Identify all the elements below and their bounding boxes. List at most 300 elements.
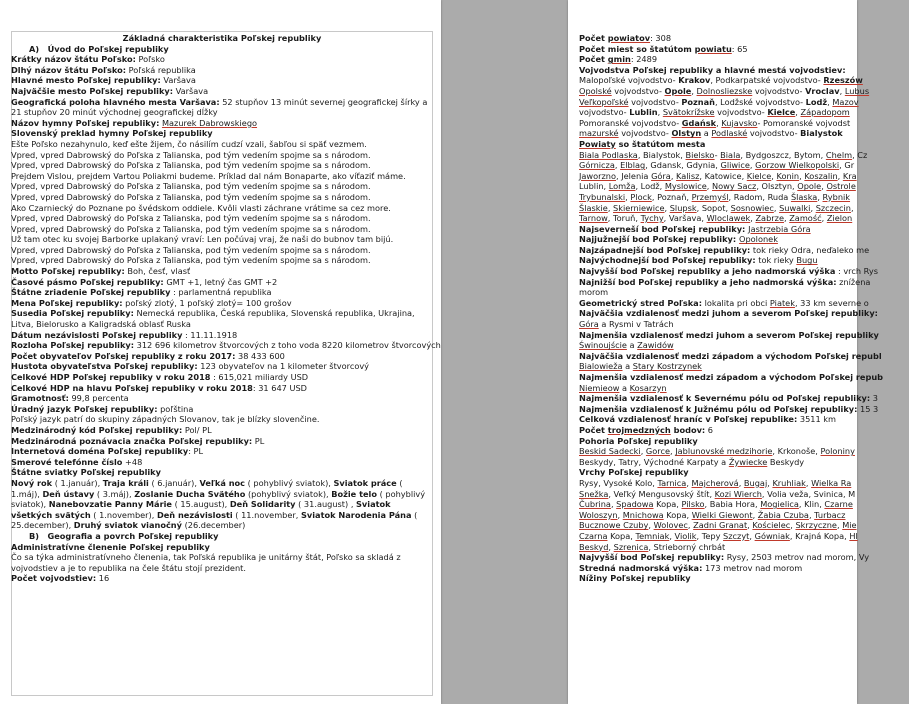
text-line bbox=[579, 467, 909, 478]
fact-line bbox=[11, 340, 441, 351]
text-segment: Lublin bbox=[629, 107, 658, 118]
text-segment: , Lodžské vojvodstvo- bbox=[714, 96, 806, 107]
text-segment: Powiaty bbox=[579, 138, 616, 149]
holiday-date: ( 6.január), bbox=[148, 477, 200, 488]
text-line bbox=[579, 404, 909, 415]
text-segment: , bbox=[837, 170, 843, 181]
fact-line bbox=[11, 457, 433, 468]
text-segment: Pohoria Poľskej republiky bbox=[579, 435, 698, 446]
text-segment: 173 metrov nad morom bbox=[702, 562, 803, 573]
text-segment: , Babia Hora, bbox=[704, 499, 761, 510]
document-title: Základná charakteristika Poľskej republiky bbox=[122, 33, 322, 43]
text-segment: Kielce bbox=[767, 107, 796, 118]
fact-line bbox=[11, 372, 433, 383]
fact-label: Krátky názov štátu Poľsko: bbox=[11, 54, 136, 65]
fact-label: Dátum nezávislosti Poľskej republiky bbox=[11, 329, 183, 340]
text-segment: Mie bbox=[842, 520, 857, 531]
holiday-name: Veľká noc bbox=[199, 477, 246, 488]
text-segment: Západopom bbox=[800, 107, 850, 118]
text-segment: Opole bbox=[797, 181, 822, 192]
holiday-date: ( 31.august) , bbox=[295, 499, 357, 510]
holiday-name: Sviatok všetkých svätých bbox=[11, 499, 391, 520]
text-segment: , Toruň, bbox=[607, 213, 641, 224]
text-segment: , bbox=[691, 85, 697, 96]
text-segment: Szczecin bbox=[815, 202, 851, 213]
text-line bbox=[579, 340, 909, 351]
holiday-date: ( 1.máj), bbox=[11, 477, 403, 499]
text-segment: Szrenica bbox=[613, 541, 649, 552]
text-segment: znížena bbox=[836, 276, 871, 287]
text-line bbox=[579, 181, 909, 192]
text-segment: Sosnowiec bbox=[730, 202, 774, 213]
text-segment: Malopoľské vojvodstvo- bbox=[579, 75, 679, 86]
fact-line bbox=[11, 393, 433, 404]
holiday-date: (pohyblivý sviatok), bbox=[245, 488, 332, 499]
text-segment: , bbox=[752, 509, 758, 520]
text-segment: , Jelenia bbox=[616, 170, 652, 181]
text-segment: Lublin, bbox=[579, 181, 609, 192]
anthem-verse-line: Vpred, vpred Dabrowský do Poľska z Talianska, pod tým vedením spojme sa s národom. bbox=[11, 181, 371, 192]
text-segment: , bbox=[608, 541, 614, 552]
fact-line bbox=[11, 404, 433, 415]
holiday-name: Zoslanie Ducha Svätého bbox=[134, 488, 246, 499]
text-line bbox=[579, 552, 909, 563]
text-segment: , bbox=[640, 446, 646, 457]
text-segment: Bugaj bbox=[743, 477, 768, 488]
fact-line bbox=[11, 54, 433, 65]
text-segment: Przemyśl bbox=[691, 191, 729, 202]
text-line bbox=[579, 245, 909, 256]
text-segment: , bbox=[670, 170, 677, 181]
text-segment: vojvodstvo- bbox=[579, 107, 630, 118]
fact-line bbox=[11, 298, 433, 309]
text-segment: Rysy, 2503 metrov nad morom, Vy bbox=[724, 552, 870, 563]
text-segment: , bbox=[810, 202, 816, 213]
text-segment: - bbox=[714, 149, 721, 160]
text-line bbox=[579, 436, 909, 447]
text-segment: , Cz bbox=[852, 149, 868, 160]
text-line bbox=[579, 213, 909, 224]
text-segment: lokalita pri obci bbox=[702, 297, 770, 308]
text-segment: Majcherová bbox=[691, 477, 739, 488]
facts-group-2 bbox=[11, 266, 433, 308]
text-line bbox=[579, 319, 909, 330]
text-segment: , bbox=[657, 107, 663, 118]
text-segment: Kopa, bbox=[653, 499, 682, 510]
anthem-verse-line: Vpred, vpred Dabrowský do Poľska z Talianska, pod tým vedením spojme sa s národom. bbox=[11, 213, 371, 224]
fact-line bbox=[11, 425, 433, 436]
fact-value: : PL bbox=[188, 446, 204, 457]
text-segment: , bbox=[747, 520, 753, 531]
text-segment: , Olsztyn, bbox=[756, 181, 798, 192]
text-segment: Góra bbox=[651, 170, 671, 181]
facts-group-3 bbox=[11, 329, 441, 415]
anthem-verse-line: Ako Czarniecký do Poznane po švédskom oddiele. Kvôli vlasti záchrane vrátime sa cez more. bbox=[11, 202, 391, 213]
text-line bbox=[579, 499, 909, 510]
text-line bbox=[579, 425, 909, 436]
text-segment: , bbox=[614, 160, 621, 171]
text-segment: Tarnow bbox=[579, 213, 608, 224]
text-segment: , bbox=[669, 530, 675, 541]
text-segment: Vroclav bbox=[805, 85, 840, 96]
holiday-date: ( 15.august), bbox=[171, 499, 230, 510]
text-segment: Stredná nadmorská výška: bbox=[579, 562, 703, 573]
text-line bbox=[579, 330, 909, 341]
text-segment: , bbox=[607, 202, 614, 213]
text-line bbox=[579, 65, 909, 76]
text-segment: powiatu bbox=[694, 43, 732, 54]
text-segment: Zamość bbox=[789, 213, 822, 224]
text-segment: Bialowieža bbox=[579, 361, 623, 372]
text-segment: , Krkonoše, bbox=[772, 446, 821, 457]
text-segment: Plock bbox=[630, 191, 652, 202]
text-segment: Mnichowa bbox=[622, 509, 664, 520]
fact-label: Počet obyvateľov Poľskej republiky z roku 2017: bbox=[11, 350, 236, 361]
text-segment: , Klin, bbox=[798, 499, 825, 510]
text-segment: Najjužnejší bod Poľskej republiky: bbox=[579, 234, 740, 245]
section-b-heading: B) Geografia a povrch Poľskej republiky bbox=[29, 530, 219, 541]
text-segment: , bbox=[773, 202, 780, 213]
text-segment: Konin bbox=[776, 170, 800, 181]
fact-value: 123 obyvateľov na 1 kilometer štvorcový bbox=[197, 361, 370, 372]
text-segment: mazurské bbox=[579, 128, 619, 139]
text-segment: Nížiny Poľskej republiky bbox=[579, 573, 691, 584]
text-line bbox=[579, 266, 909, 277]
text-segment: Turbacz bbox=[814, 509, 846, 520]
text-segment: Zabrze bbox=[755, 213, 784, 224]
fact-label: Štátne zriadenie Poľskej republiky bbox=[11, 287, 171, 298]
anthem-verse-line: Vpred, vpred Dabrowský do Poľska z Talianska, pod tým vedením spojme sa s národom. bbox=[11, 223, 371, 234]
section-a-heading: A) Úvod do Poľskej republiky bbox=[29, 43, 169, 54]
text-segment: Jaworzno bbox=[579, 170, 616, 181]
fact-label: Hustota obyvateľstva Poľskej republiky: bbox=[11, 361, 198, 372]
text-segment: Slupsk bbox=[669, 202, 697, 213]
text-segment: Gorce bbox=[645, 446, 671, 457]
text-line bbox=[579, 97, 909, 108]
text-segment: Kalisz bbox=[676, 170, 700, 181]
fact-line bbox=[11, 266, 433, 277]
text-segment: , bbox=[817, 191, 823, 202]
text-segment: Biala Podlaska bbox=[579, 149, 638, 160]
text-segment: , bbox=[771, 170, 777, 181]
fact-line bbox=[11, 351, 433, 362]
anthem-verse-line: Prejdem Vislou, prejdem Vartou Poliakmi budeme. Príklad dal nám Bonaparte, ako víťaziť máme. bbox=[11, 170, 406, 181]
text-segment: Vojvodstva Poľskej republiky a hlavné mestá vojvodstiev: bbox=[579, 64, 846, 75]
text-segment: Beskydy bbox=[767, 456, 805, 467]
text-segment: , bbox=[617, 509, 623, 520]
text-line bbox=[579, 86, 909, 97]
document-page-right bbox=[568, 0, 884, 704]
text-segment: Celková vzdialenosť hraníc v Poľskej republike: bbox=[579, 414, 798, 425]
text-segment: Mazov bbox=[832, 96, 859, 107]
text-segment: Nowy Sacz bbox=[712, 181, 757, 192]
text-segment: , Poznaň, bbox=[651, 191, 692, 202]
text-line bbox=[579, 414, 909, 425]
text-segment: a bbox=[701, 128, 712, 139]
text-segment: vojvodstvo- bbox=[611, 85, 665, 96]
fact-value: 99,8 percenta bbox=[68, 393, 129, 404]
text-segment: Trybunalski bbox=[579, 191, 626, 202]
text-line bbox=[579, 351, 909, 362]
page-left-content bbox=[11, 33, 441, 584]
fact-value: : 31 647 USD bbox=[252, 382, 307, 393]
text-segment: Bucznowe Czuby bbox=[579, 520, 649, 531]
fact-line bbox=[11, 65, 433, 76]
holiday-name: Sviatok práce bbox=[333, 477, 397, 488]
text-line bbox=[579, 139, 909, 150]
text-segment: Spadowa bbox=[616, 499, 654, 510]
text-segment: Mogielica bbox=[760, 499, 799, 510]
facts-group-1 bbox=[11, 54, 433, 96]
holidays-heading: Štátne sviatky Poľskej republiky bbox=[11, 467, 161, 478]
text-segment: Skierniewice bbox=[613, 202, 665, 213]
text-segment: Najmenšia vzdialenosť medzi juhom a severom Poľskej republiky bbox=[579, 329, 879, 340]
text-segment: Czarna bbox=[579, 530, 608, 541]
text-segment: Beskyd bbox=[579, 541, 609, 552]
text-line bbox=[579, 372, 909, 383]
text-segment: Kopa, bbox=[607, 530, 636, 541]
holiday-date: ( 1.november), bbox=[90, 509, 157, 520]
text-segment: , bbox=[795, 107, 801, 118]
text-segment: , Bialystok, bbox=[637, 149, 686, 160]
fact-line bbox=[11, 330, 433, 341]
text-line bbox=[579, 308, 909, 319]
text-segment: Woloszyn bbox=[579, 509, 618, 520]
text-segment: Szczyt bbox=[723, 530, 750, 541]
text-segment: , bbox=[799, 170, 805, 181]
text-segment: , bbox=[805, 477, 812, 488]
text-segment: , bbox=[767, 477, 773, 488]
text-segment: 3511 km bbox=[797, 414, 837, 425]
text-segment: : 65 bbox=[731, 43, 748, 54]
text-segment: , bbox=[821, 213, 827, 224]
text-segment: Gdańsk bbox=[681, 117, 717, 128]
fact-value: Varšava bbox=[173, 85, 209, 96]
text-segment: Jastrzebia Góra bbox=[748, 223, 811, 234]
anthem-verse-line: Vpred, vpred Dabrowský do Poľska z Talianska, pod tým vedením spojme sa s národom. bbox=[11, 191, 371, 202]
fact-label: Časové pásmo Poľskej republiky: bbox=[11, 276, 164, 287]
text-segment: Temniak bbox=[635, 530, 670, 541]
text-segment: Poznaň bbox=[681, 96, 715, 107]
text-segment: Veľkopoľské bbox=[579, 96, 629, 107]
text-segment: Zawidów bbox=[637, 340, 674, 351]
text-segment: Počet bbox=[579, 54, 608, 65]
text-line bbox=[579, 563, 909, 574]
text-segment: Kra bbox=[842, 170, 857, 181]
text-segment: Wielka Ra bbox=[811, 477, 852, 488]
text-line bbox=[579, 192, 909, 203]
fact-line bbox=[11, 436, 433, 447]
text-segment: , bbox=[738, 477, 744, 488]
text-segment: Poloniny bbox=[820, 446, 855, 457]
fact-line bbox=[11, 277, 433, 288]
fact-value: Pol/ PL bbox=[182, 424, 212, 435]
fact-value: : parlamentná republika bbox=[170, 287, 272, 298]
text-segment: Počet bbox=[579, 33, 608, 43]
text-segment: : 308 bbox=[650, 33, 672, 43]
holiday-date: ( 11.november, bbox=[232, 509, 301, 520]
fact-value: : 615,021 miliardy USD bbox=[210, 372, 309, 382]
text-segment: Koszalin bbox=[804, 170, 838, 181]
anthem-verse-line: Vpred, vpred Dabrowský do Poľska z Talianska, pod tým vedením spojme sa s národom. bbox=[11, 149, 371, 160]
fact-label: Celkové HDP na hlavu Poľskej republiky v roku 2018 bbox=[11, 382, 253, 393]
text-segment: tok rieky Odra, neďaleko me bbox=[750, 244, 870, 255]
fact-label: Úradný jazyk Poľskej republiky: bbox=[11, 403, 158, 414]
text-segment: Geometrický stred Poľska: bbox=[579, 297, 702, 308]
text-segment: , Bydgoszcz, Bytom, bbox=[740, 149, 826, 160]
fact-label: Dlhý názov štátu Poľsko: bbox=[11, 64, 127, 75]
text-line bbox=[579, 171, 909, 182]
text-segment: 15 3 bbox=[857, 403, 879, 414]
holiday-name: Deň Solidarity bbox=[229, 499, 296, 510]
text-segment: Biala bbox=[720, 149, 741, 160]
holiday-name: Deň ústavy bbox=[42, 488, 95, 499]
text-segment: Kozi Wierch bbox=[714, 488, 762, 499]
text-segment: Počet bbox=[579, 424, 608, 435]
text-segment: Rzeszów bbox=[823, 75, 863, 86]
text-segment: , bbox=[808, 509, 815, 520]
text-segment: Najvyšší bod Poľskej republiky a jeho nadmorská výška bbox=[579, 266, 836, 277]
text-segment: Lomža bbox=[608, 181, 636, 192]
admin-paragraph: Čo sa týka administratívneho členenia, tak Poľská republika je unitárny štát, Poľsko sa skladá z vojvodstiev a je to republika na čele štátu stojí prezident. bbox=[11, 552, 401, 573]
text-line bbox=[579, 128, 909, 139]
text-segment: , Tepy bbox=[696, 530, 724, 541]
holiday-name: Nový rok bbox=[11, 477, 53, 488]
text-segment: Kielce bbox=[746, 170, 772, 181]
text-segment: - Pomoranské vojvodst bbox=[757, 117, 851, 128]
text-segment: Piatek bbox=[769, 297, 795, 308]
text-line bbox=[579, 457, 909, 468]
text-segment: so štatútom mesta bbox=[615, 138, 706, 149]
holiday-name: Božie telo bbox=[331, 488, 377, 499]
text-segment: Najmenšia vzdialenosť k Severnému pólu od Poľskej republiky: bbox=[579, 393, 871, 404]
fact-value: : 11.11.1918 bbox=[182, 329, 238, 340]
text-segment: , Radom, Ruda bbox=[728, 191, 791, 202]
fact-line bbox=[11, 446, 433, 457]
holiday-name: Sviatok Narodenia Pána bbox=[301, 509, 412, 520]
text-segment: , Sopot, bbox=[696, 202, 731, 213]
text-segment: Świnoujście bbox=[579, 340, 627, 351]
text-segment: Najmenšia vzdialenosť medzi západom a východom Poľskej repub bbox=[579, 372, 884, 382]
text-segment: Myslowice bbox=[664, 181, 707, 192]
text-segment: Stary Kostrzynek bbox=[632, 361, 702, 372]
text-line bbox=[579, 393, 909, 404]
text-line bbox=[579, 542, 909, 553]
text-segment: Bialystok bbox=[800, 128, 843, 139]
text-segment: Zadni Granat bbox=[693, 520, 748, 531]
text-segment: Najvýchodnejší bod Poľskej republiky: bbox=[579, 255, 756, 266]
text-segment: Najväčšia vzdialenosť medzi západom a východom Poľskej republ bbox=[579, 350, 882, 361]
fact-line bbox=[11, 86, 433, 97]
text-segment: , bbox=[687, 520, 694, 531]
text-line bbox=[579, 75, 909, 86]
text-segment: 3 bbox=[870, 393, 878, 404]
fact-label: Rozloha Poľskej republiky: bbox=[11, 340, 135, 351]
text-segment: Olstyn bbox=[671, 128, 702, 139]
text-segment: Czarne bbox=[824, 499, 853, 510]
text-segment: vojvodstvo- bbox=[628, 96, 682, 107]
text-line bbox=[579, 520, 909, 531]
text-segment: Suwalki bbox=[779, 202, 811, 213]
text-segment: , bbox=[821, 181, 827, 192]
text-segment: , bbox=[670, 446, 676, 457]
text-segment: , bbox=[850, 202, 854, 213]
text-segment: Opolské bbox=[579, 85, 612, 96]
text-segment: Violik bbox=[674, 530, 697, 541]
text-segment: , Gr bbox=[839, 160, 855, 171]
fact-line bbox=[11, 361, 433, 372]
text-segment: Podlaské bbox=[711, 128, 748, 139]
text-segment: , Veľký Mengusovský štít, bbox=[608, 488, 715, 499]
text-segment: Gówniak bbox=[754, 530, 790, 541]
text-segment: , bbox=[706, 181, 713, 192]
text-segment: Pomoranské vojvodstvo- bbox=[579, 117, 682, 128]
fact-label: Smerové telefónne číslo bbox=[11, 456, 123, 467]
text-line bbox=[579, 478, 909, 489]
holiday-name: Druhý sviatok vianočný bbox=[73, 520, 182, 531]
neighbors-line: Susedia Poľskej republiky: Nemecká republika, Česká republika, Slovenská republika, Ukrajina, Litva, Bielorusko a Kaligradská oblasť Ruska bbox=[11, 308, 415, 330]
text-segment: , bbox=[749, 530, 755, 541]
text-line bbox=[579, 203, 909, 214]
text-segment: , Podkarpatské vojvodstvo- bbox=[710, 75, 824, 86]
text-segment: morom bbox=[579, 287, 609, 298]
fact-line bbox=[11, 287, 433, 298]
admin-heading: Administratívne členenie Poľskej republiky bbox=[11, 541, 210, 552]
text-line bbox=[579, 573, 909, 584]
text-segment: Beskid Sadecki bbox=[579, 446, 641, 457]
anthem-verse-line: Vpred, vpred Dabrowský do Poľska z Talianska, pod tým vedením spojme sa s národom. bbox=[11, 244, 371, 255]
fact-value: 312 696 kilometrov štvorcových z toho voda 8220 kilometrov štvorcových bbox=[134, 340, 441, 351]
text-segment: , bbox=[648, 520, 654, 531]
language-note: Poľský jazyk patrí do skupiny západných Slovanov, tak je blízky slovenčine. bbox=[11, 414, 320, 425]
text-segment: Snežka bbox=[579, 488, 609, 499]
text-segment: Vrchy Poľskej republiky bbox=[579, 467, 689, 478]
fact-value: Poľsko bbox=[135, 54, 165, 65]
text-line bbox=[579, 298, 909, 309]
text-segment: , bbox=[827, 96, 833, 107]
fact-value: Varšava bbox=[160, 75, 196, 86]
text-segment: Opolonek bbox=[739, 234, 778, 245]
text-segment: Kościelec bbox=[752, 520, 791, 531]
text-segment: , 33 km severne o bbox=[794, 297, 869, 308]
fact-label: Celkové HDP Poľskej republiky v roku 2018 bbox=[11, 372, 211, 382]
text-segment: Góra bbox=[579, 319, 599, 330]
text-segment: vojvodstvo- bbox=[714, 107, 768, 118]
text-segment: vojvodstvo- bbox=[618, 128, 672, 139]
holiday-date: ( pohyblivý sviatok), bbox=[11, 488, 426, 510]
text-segment: Tychy bbox=[640, 213, 664, 224]
text-line bbox=[579, 510, 909, 521]
text-line bbox=[579, 489, 909, 500]
text-line bbox=[579, 361, 909, 372]
text-segment: Najseverneší bod Poľskej republiky: bbox=[579, 223, 749, 234]
holiday-name: Nanebovzatie Panny Márie bbox=[48, 499, 172, 510]
holiday-date: ( 3.máj), bbox=[94, 488, 135, 499]
anthem-verse-line: Vpred, vpred Dabrowský do Poľska z Talianska, pod tým vedením spojme sa s národom. bbox=[11, 255, 371, 266]
text-segment: , bbox=[790, 520, 796, 531]
text-segment: Žywiecke bbox=[728, 456, 768, 467]
text-segment: Šlaska bbox=[790, 191, 818, 202]
text-segment: Najväčšia vzdialenosť medzi juhom a severom Poľskej republiky: bbox=[579, 308, 878, 319]
holiday-name: Deň nezávislosti bbox=[156, 509, 233, 520]
fact-value: poľský zlotý, 1 poľský zlotý= 100 grošov bbox=[122, 297, 292, 308]
fact-label: Mena Poľskej republiky: bbox=[11, 297, 123, 308]
text-segment: Skrzyczne bbox=[795, 520, 837, 531]
document-page-left bbox=[0, 0, 441, 704]
text-segment: Najmenšia vzdialenosť k Južnému pólu od Poľskej republiky: bbox=[579, 403, 858, 414]
text-segment: , bbox=[783, 213, 790, 224]
fact-value: poľština bbox=[157, 403, 194, 414]
